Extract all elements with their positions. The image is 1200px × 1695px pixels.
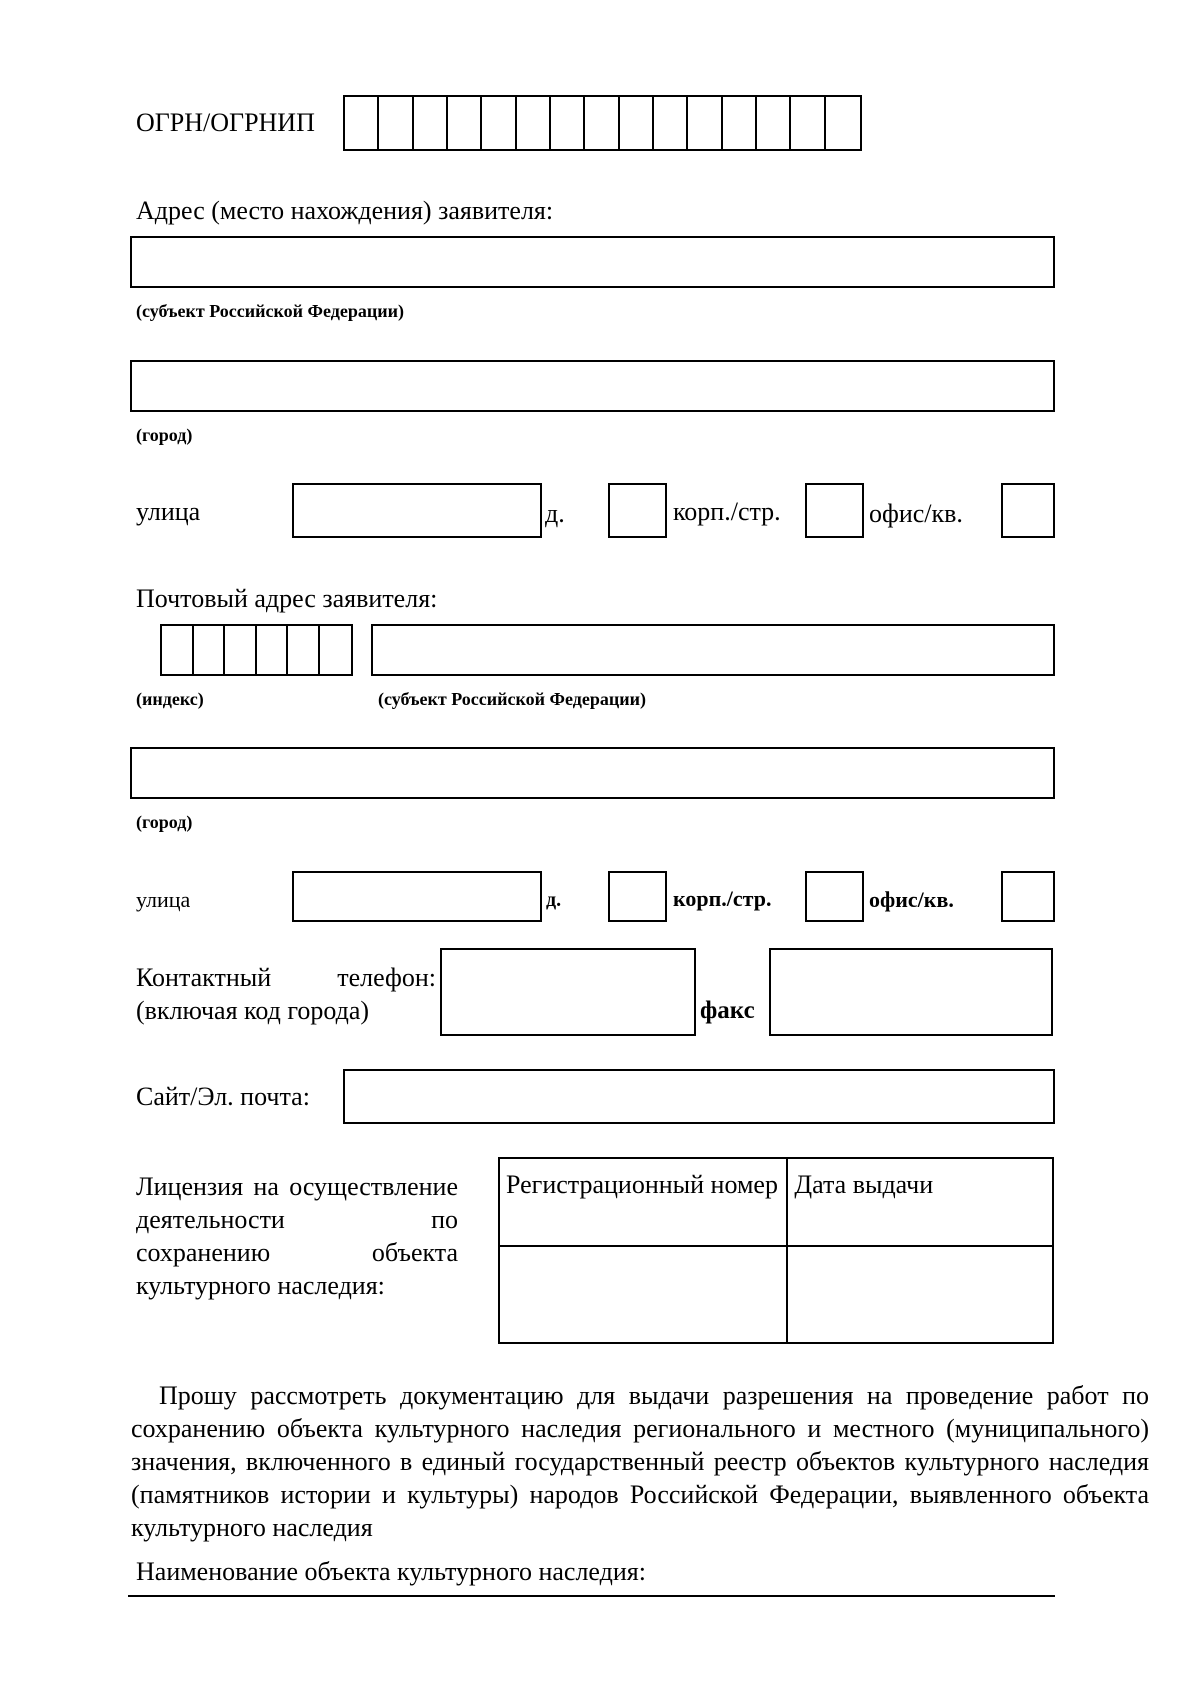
phone-field[interactable] [440,948,696,1036]
fax-field[interactable] [769,948,1053,1036]
address-heading: Адрес (место нахождения) заявителя: [136,196,554,225]
address-office-label: офис/кв. [869,499,963,528]
postal-city-field[interactable] [130,747,1055,799]
request-paragraph: Прошу рассмотреть документацию для выдачи разрешения на проведение работ по сохранению объекта культурного наследия регионального и местного (муниципального) значения, включенного в единый государственный реестр объектов культурного наследия (памятников истории и культуры) народов Российской Федерации, выявленного объекта культурного наследия [131,1381,1149,1542]
address-city-caption: (город) [136,425,193,445]
license-label: Лицензия на осуществление деятельности по сохранению объекта культурного наследия: [136,1172,458,1300]
license-table [498,1157,1054,1344]
address-building-field[interactable] [805,483,864,538]
phone-label: Контактный телефон: [136,963,436,992]
postal-city-caption: (город) [136,812,193,832]
postal-heading: Почтовый адрес заявителя: [136,584,438,613]
address-building-label: корп./стр. [673,497,781,526]
address-office-field[interactable] [1001,483,1055,538]
object-name-label: Наименование объекта культурного наследия: [136,1557,646,1586]
postal-house-label: д. [546,889,562,911]
postal-house-field[interactable] [608,871,667,922]
postal-building-field[interactable] [805,871,864,922]
phone-label-hint: (включая код города) [136,996,370,1025]
address-street-field[interactable] [292,483,542,538]
license-issue-date-cell[interactable] [787,1246,1053,1343]
address-street-label: улица [136,497,201,526]
postal-office-field[interactable] [1001,871,1055,922]
postal-index-input[interactable] [160,624,353,676]
postal-index-caption: (индекс) [136,689,204,709]
license-issue-date-header: Дата выдачи [787,1158,1053,1246]
license-reg-number-header: Регистрационный номер [499,1158,787,1246]
address-house-label: д. [545,499,565,528]
postal-subject-caption: (субъект Российской Федерации) [378,689,646,709]
fax-label: факс [700,997,755,1024]
address-subject-caption: (субъект Российской Федерации) [136,301,404,321]
address-subject-field[interactable] [130,236,1055,288]
address-house-field[interactable] [608,483,667,538]
object-name-line[interactable] [128,1595,1055,1597]
site-email-label: Сайт/Эл. почта: [136,1082,310,1111]
postal-office-label: офис/кв. [869,887,954,912]
postal-subject-field[interactable] [371,624,1055,676]
ogrn-label: ОГРН/ОГРНИП [136,108,315,137]
postal-street-label: улица [136,887,191,912]
postal-street-field[interactable] [292,871,542,922]
license-reg-number-cell[interactable] [499,1246,787,1343]
postal-building-label: корп./стр. [673,886,772,911]
site-email-field[interactable] [343,1069,1055,1124]
address-city-field[interactable] [130,360,1055,412]
ogrn-input[interactable] [343,95,862,151]
